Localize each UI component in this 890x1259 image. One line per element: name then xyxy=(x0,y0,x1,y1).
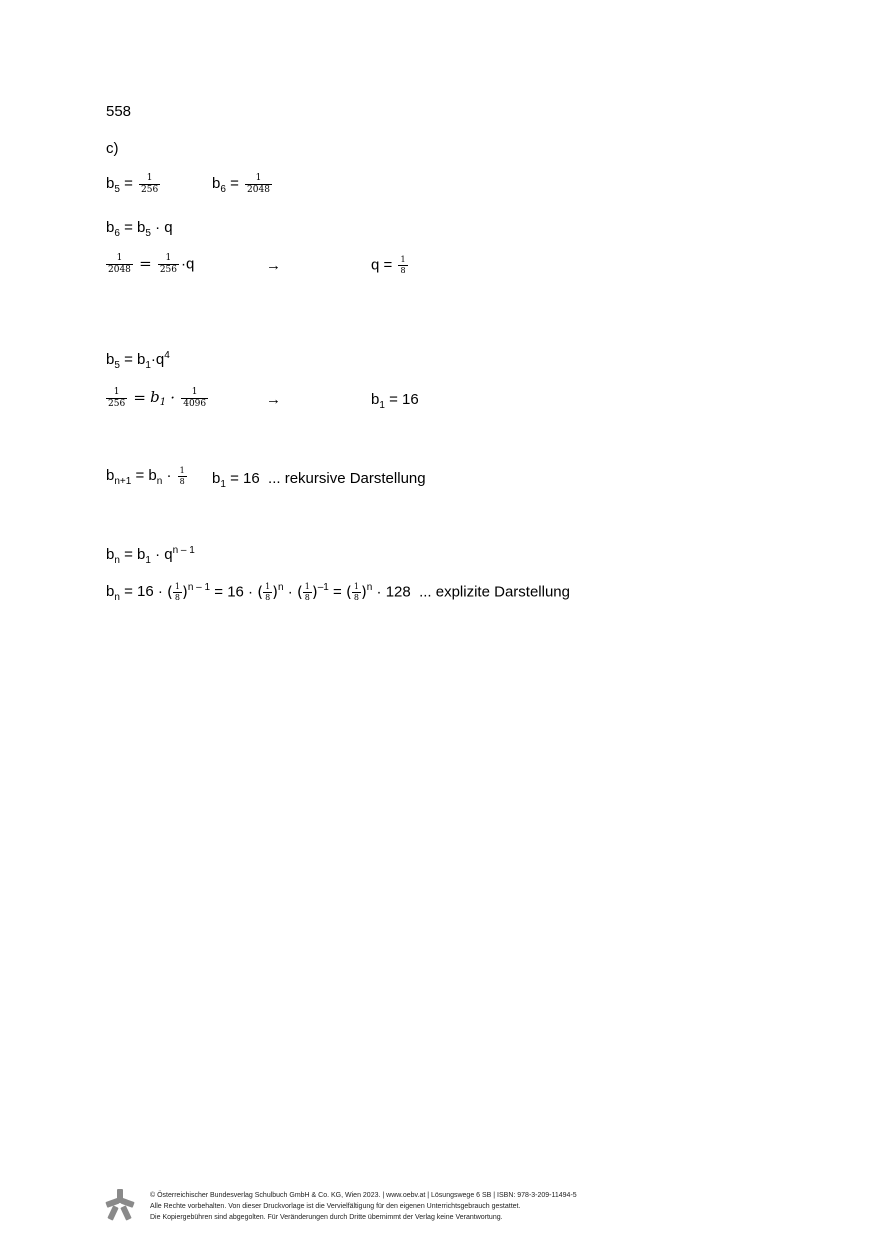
explicit-formula: $b_n = 16$ · ( $\frac{1}{8}$ )$^{n - 1}$ = 16 · ( $\frac{1}{8}$ )$^n$ · ( $\frac{1}{8}$ )$^{-1}$ = ( $\frac{1}{8}$ )$^n$ · 128 ... explizite Darstellung xyxy=(106,582,570,604)
given-b5: $b_5$ = $\frac{1}{256}$ xyxy=(106,173,159,196)
fraction-1-8: $\frac{1}{8}$ xyxy=(400,255,406,275)
footer-line-3: Die Kopiergebühren sind abgegolten. Für Veränderungen durch Dritte übernimmt der Verlag keine Verantwortung. xyxy=(150,1214,503,1221)
recursive-start: $b_1 = 16$ ... rekursive Darstellung xyxy=(212,470,426,490)
fraction-1-4096: $\frac{1}{4096}$ xyxy=(183,387,207,409)
b6-fraction: $\frac{1}{2048}$ xyxy=(247,173,270,195)
given-b6: $b_6$ = $\frac{1}{2048}$ xyxy=(212,173,270,196)
footer xyxy=(150,1190,577,1223)
footer-line-1: © Österreichischer Bundesverlag Schulbuch GmbH & Co. KG, Wien 2023. | www.oebv.at | Lösungswege 6 SB | ISBN: 978-3-209-11494-5 xyxy=(150,1192,577,1199)
footer-line-2: Alle Rechte vorbehalten. Von dieser Druckvorlage ist die Vervielfältigung für den eigenen Unterrichtsgebrauch gestattet. xyxy=(150,1203,521,1210)
equation-b5-b1-q4: $b_5 = b_1\cdot q^4$ xyxy=(106,350,170,371)
fraction-1-8-recursive: $\frac{1}{8}$ xyxy=(179,466,185,486)
page-number: 558 xyxy=(106,103,132,120)
result-b1: $b_1 = 16$ xyxy=(371,391,419,411)
recursive-formula: $b_{n+1} = b_n$ · $\frac{1}{8}$ xyxy=(106,466,185,488)
fraction-1-256: $\frac{1}{256}$ xyxy=(159,253,178,275)
b5-fraction: $\frac{1}{256}$ xyxy=(141,173,159,195)
fraction-1-2048: $\frac{1}{2048}$ xyxy=(108,253,131,275)
publisher-logo xyxy=(104,1188,136,1222)
part-label: c) xyxy=(106,140,119,157)
equation-solve-b1: $\frac{1}{256}$ = $b_1$ · $\frac{1}{4096}$ xyxy=(108,387,207,409)
fraction-1-256-b: $\frac{1}{256}$ xyxy=(108,387,126,409)
arrow-right-icon: → xyxy=(266,391,281,408)
general-formula: $b_n = b_1 \cdot q^{n - 1}$ xyxy=(106,545,195,566)
arrow-right-icon: → xyxy=(266,257,281,274)
equation-solve-q: $\frac{1}{2048}$ = $\frac{1}{256}$ ·q xyxy=(108,253,195,275)
equation-b6-b5-q: $b_6 = b_5 \cdot q$ xyxy=(106,219,173,239)
result-q: q = $\frac{1}{8}$ xyxy=(371,255,406,275)
